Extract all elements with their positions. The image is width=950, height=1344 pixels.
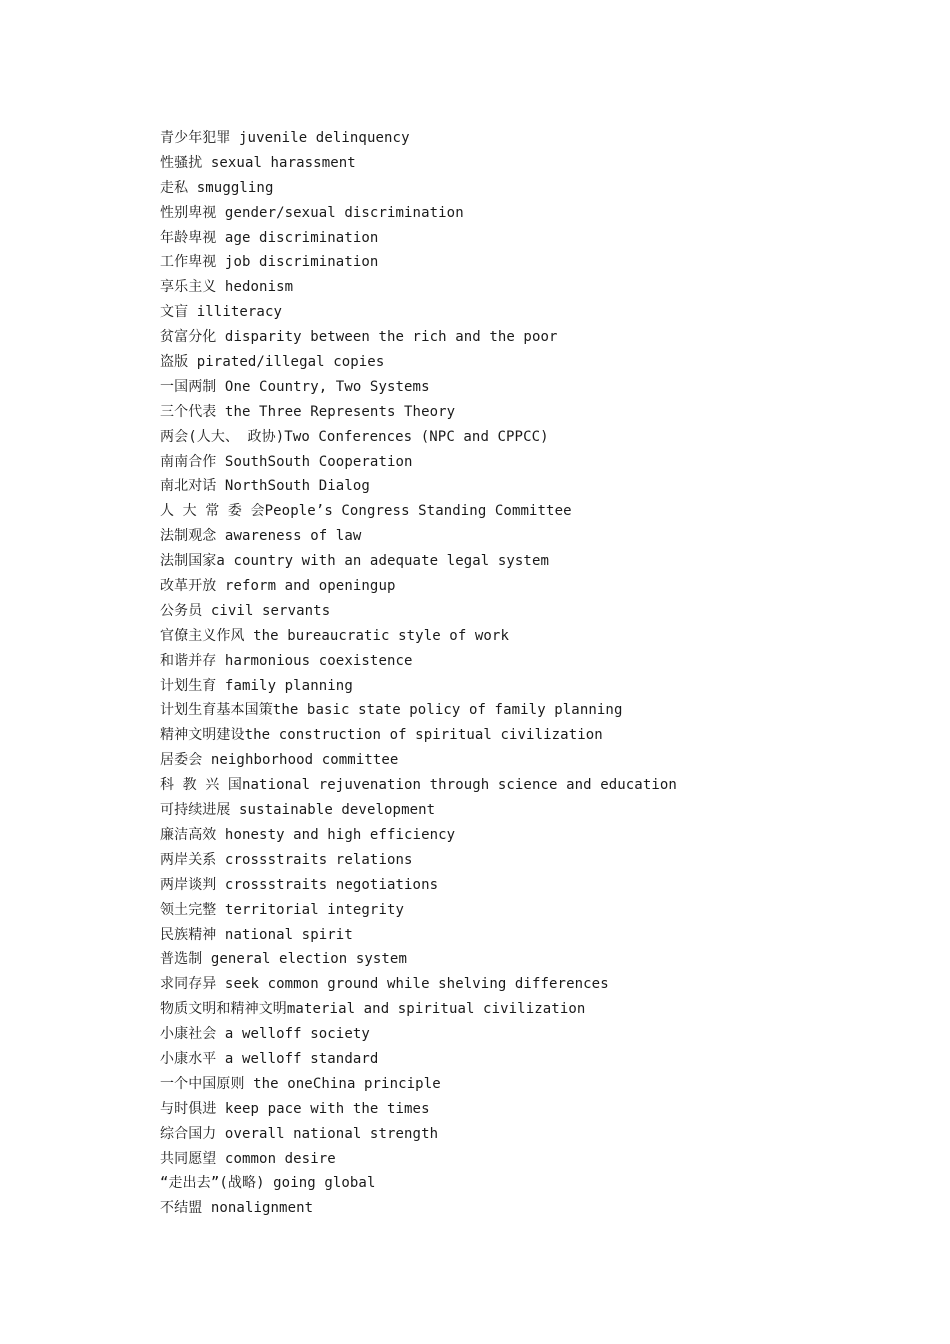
list-item: 两会(人大、 政协)Two Conferences (NPC and CPPCC): [160, 428, 549, 445]
list-item: 贫富分化 disparity between the rich and the poor: [160, 329, 558, 346]
list-item: 两岸谈判 crossstraits negotiations: [160, 876, 439, 893]
glossary-list: [160, 126, 677, 1221]
list-item: 不结盟 nonalignment: [160, 1200, 314, 1217]
list-item: “走出去”(战略) going global: [160, 1175, 376, 1192]
list-item: 文盲 illiteracy: [160, 304, 283, 321]
list-item: 求同存异 seek common ground while shelving differences: [160, 976, 609, 993]
list-item: 法制国家a country with an adequate legal system: [160, 553, 550, 570]
list-item: 人 大 常 委 会People’s Congress Standing Committee: [160, 503, 572, 520]
list-item: 计划生育基本国策the basic state policy of family planning: [160, 702, 623, 719]
list-item: 盗版 pirated/illegal copies: [160, 354, 385, 371]
list-item: 改革开放 reform and openingup: [160, 578, 396, 595]
list-item: 青少年犯罪 juvenile delinquency: [160, 130, 410, 146]
list-item: 官僚主义作风 the bureaucratic style of work: [160, 627, 509, 644]
list-item: 两岸关系 crossstraits relations: [160, 851, 413, 868]
list-item: 一国两制 One Country, Two Systems: [160, 378, 430, 395]
list-item: 物质文明和精神文明material and spiritual civilization: [160, 1001, 586, 1018]
list-item: 南南合作 SouthSouth Cooperation: [160, 453, 413, 470]
list-item: 与时俱进 keep pace with the times: [160, 1100, 430, 1117]
list-item: 可持续进展 sustainable development: [160, 802, 436, 819]
list-item: 小康水平 a welloff standard: [160, 1050, 379, 1067]
list-item: 三个代表 the Three Represents Theory: [160, 403, 456, 420]
list-item: 南北对话 NorthSouth Dialog: [160, 478, 370, 495]
list-item: 性别卑视 gender/sexual discrimination: [160, 204, 464, 221]
list-item: 年龄卑视 age discrimination: [160, 229, 379, 246]
list-item: 普选制 general election system: [160, 951, 407, 968]
list-item: 工作卑视 job discrimination: [160, 254, 379, 271]
list-item: 精神文明建设the construction of spiritual civilization: [160, 727, 603, 744]
list-item: 计划生育 family planning: [160, 677, 353, 694]
list-item: 性骚扰 sexual harassment: [160, 154, 356, 171]
list-item: 小康社会 a welloff society: [160, 1026, 370, 1043]
list-item: 科 教 兴 国national rejuvenation through science and education: [160, 777, 677, 794]
list-item: 居委会 neighborhood committee: [160, 752, 399, 769]
list-item: 综合国力 overall national strength: [160, 1125, 439, 1142]
list-item: 廉洁高效 honesty and high efficiency: [160, 826, 456, 843]
list-item: 享乐主义 hedonism: [160, 279, 294, 296]
list-item: 公务员 civil servants: [160, 602, 331, 619]
list-item: 领土完整 territorial integrity: [160, 901, 405, 918]
list-item: 民族精神 national spirit: [160, 926, 353, 943]
list-item: 共同愿望 common desire: [160, 1150, 336, 1167]
list-item: 走私 smuggling: [160, 179, 274, 196]
list-item: 一个中国原则 the oneChina principle: [160, 1075, 441, 1092]
list-item: 法制观念 awareness of law: [160, 528, 362, 545]
list-item: 和谐并存 harmonious coexistence: [160, 652, 413, 669]
